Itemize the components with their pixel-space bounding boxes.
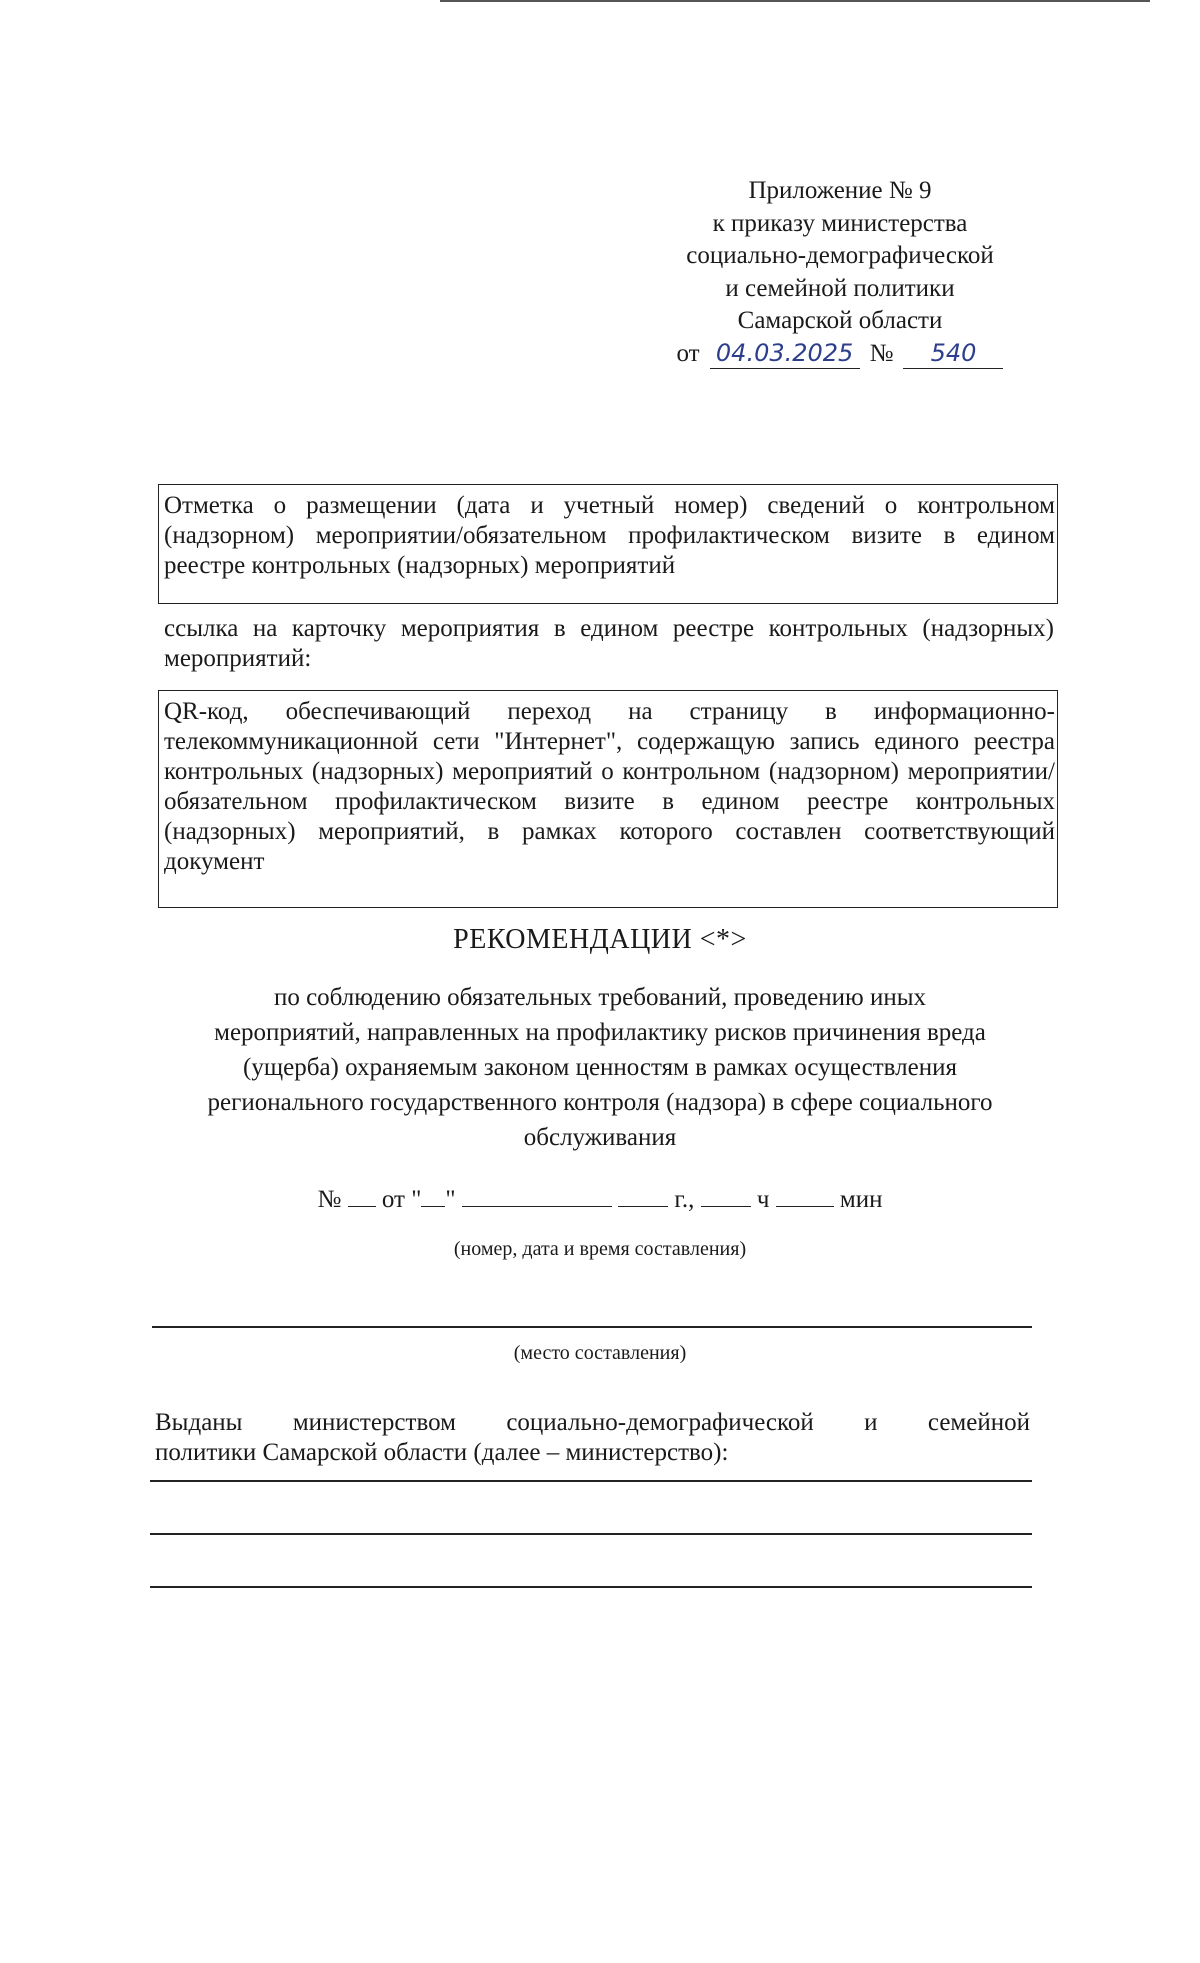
handwritten-number: 540 [903,338,1003,369]
issued-by-paragraph [155,1408,1030,1468]
number-label: № [869,339,894,367]
qr-code-text: QR-код, обеспечивающий переход на страницу в информационно-телекоммуникационной сети "Интернет", содержащую запись единого реестра контрольных (надзорных) мероприятий о контрольном (надзорном) мероприятии/обязательном профилактическом визите в едином реестре контрольных (надзорных) мероприятий, в рамках которого составлен соответствующий документ [164,698,1055,875]
document-subtitle [150,980,1050,1155]
number-sign: № [317,1186,342,1213]
number-blank [348,1184,376,1207]
appendix-line: Самарской области [737,307,943,334]
document-title: РЕКОМЕНДАЦИИ <*> [453,924,747,955]
minute-blank [776,1184,834,1207]
subtitle-line: обслуживания [523,1124,677,1151]
minute-label: мин [839,1186,883,1213]
from-quote: от " [381,1186,422,1213]
appendix-header [640,175,1040,370]
hour-label: ч [756,1186,770,1213]
hour-blank [701,1184,751,1207]
place-line [152,1326,1032,1328]
day-blank [421,1184,445,1207]
subtitle-line: регионального государственного контроля (надзора) в сфере социального [207,1089,993,1116]
number-date-time-row [0,1184,1200,1214]
scan-edge-line [440,0,1150,2]
issued-line: политики Самарской области (далее – министерство): [155,1439,729,1466]
qr-code-box [158,690,1058,908]
from-label: от [676,339,700,367]
registry-mark-text: Отметка о размещении (дата и учетный номер) сведений о контрольном (надзорном) мероприятии/обязательном профилактическом визите в едином реестре контрольных (надзорных) мероприятий [164,492,1055,579]
appendix-line: Приложение № 9 [748,177,932,204]
year-blank [618,1184,668,1207]
appendix-date-row [640,338,1040,371]
year-label: г., [674,1186,695,1213]
registry-link-text: ссылка на карточку мероприятия в едином реестре контрольных (надзорных) мероприятий: [164,615,1054,672]
subtitle-line: (ущерба) охраняемым законом ценностям в рамках осуществления [243,1054,957,1081]
quote-close: " [445,1186,456,1213]
appendix-line: к приказу министерства [712,209,968,237]
issued-line: Выданы министерством социально-демографической и семейной [155,1409,1030,1436]
handwritten-date: 04.03.2025 [710,338,860,369]
appendix-line: и семейной политики [725,274,955,302]
subtitle-line: по соблюдению обязательных требований, проведению иных [273,984,927,1011]
place-caption: (место составления) [513,1342,687,1364]
fill-line [150,1480,1032,1482]
month-blank [462,1184,612,1207]
fill-line [150,1586,1032,1588]
appendix-line: социально-демографической [686,242,994,269]
number-date-caption: (номер, дата и время составления) [453,1238,747,1260]
registry-mark-box [158,484,1058,604]
fill-line [150,1533,1032,1535]
subtitle-line: мероприятий, направленных на профилактику рисков причинения вреда [214,1019,986,1046]
